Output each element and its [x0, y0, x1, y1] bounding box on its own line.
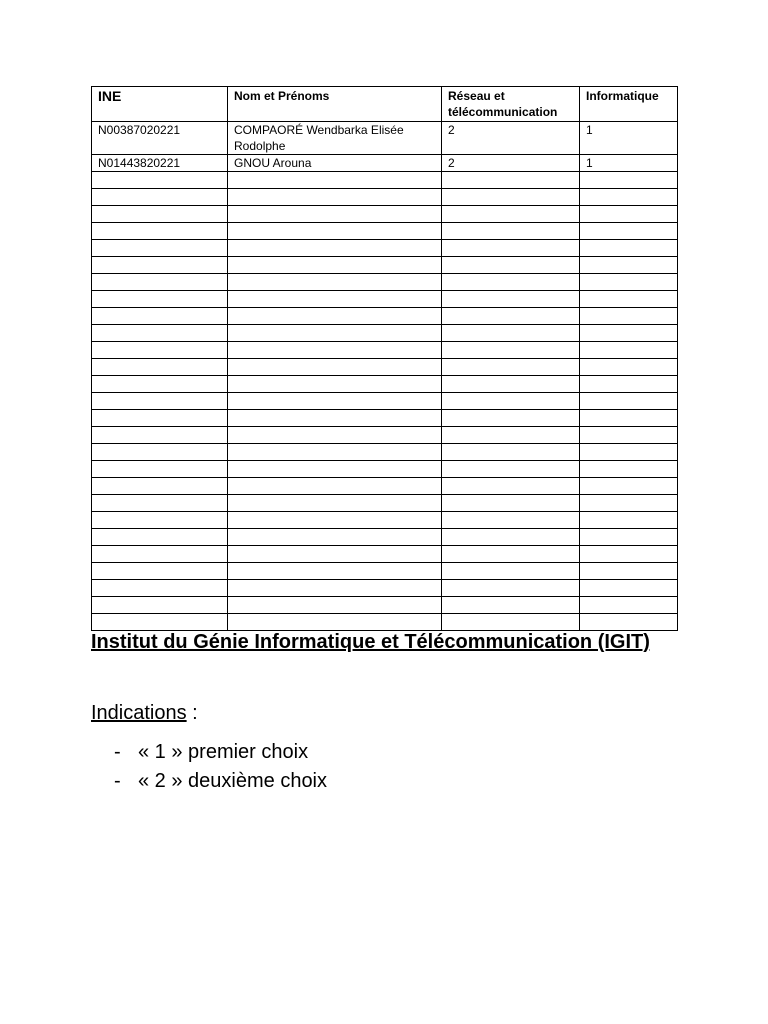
empty-cell [92, 325, 228, 342]
empty-cell [228, 257, 442, 274]
empty-cell [92, 512, 228, 529]
empty-cell [228, 495, 442, 512]
empty-cell [228, 172, 442, 189]
empty-cell [580, 172, 678, 189]
empty-cell [442, 172, 580, 189]
empty-cell [92, 240, 228, 257]
header-it: Informatique [580, 87, 678, 122]
indications-list [114, 738, 327, 796]
cell-ine: N00387020221 [92, 122, 228, 155]
empty-cell [92, 614, 228, 631]
empty-table-row [92, 189, 678, 206]
empty-table-row [92, 393, 678, 410]
empty-cell [228, 223, 442, 240]
empty-cell [442, 563, 580, 580]
empty-cell [580, 427, 678, 444]
empty-cell [442, 529, 580, 546]
empty-cell [442, 206, 580, 223]
empty-cell [580, 342, 678, 359]
empty-table-row [92, 223, 678, 240]
empty-table-row [92, 308, 678, 325]
empty-cell [580, 291, 678, 308]
empty-cell [442, 410, 580, 427]
empty-cell [92, 308, 228, 325]
header-network: Réseau et télécommunication [442, 87, 580, 122]
empty-cell [442, 478, 580, 495]
empty-cell [580, 274, 678, 291]
empty-cell [228, 206, 442, 223]
empty-cell [92, 444, 228, 461]
cell-name: GNOU Arouna [228, 155, 442, 172]
empty-cell [442, 580, 580, 597]
empty-cell [92, 172, 228, 189]
empty-cell [580, 478, 678, 495]
empty-cell [442, 512, 580, 529]
cell-name: COMPAORÉ Wendbarka Elisée Rodolphe [228, 122, 442, 155]
list-item [114, 738, 327, 767]
empty-cell [442, 257, 580, 274]
table-row [92, 155, 678, 172]
empty-cell [580, 359, 678, 376]
empty-cell [92, 359, 228, 376]
empty-cell [92, 597, 228, 614]
empty-cell [442, 325, 580, 342]
empty-cell [442, 223, 580, 240]
empty-cell [228, 461, 442, 478]
empty-table-row [92, 614, 678, 631]
empty-cell [580, 529, 678, 546]
empty-cell [92, 461, 228, 478]
empty-table-row [92, 325, 678, 342]
empty-cell [228, 291, 442, 308]
empty-cell [92, 257, 228, 274]
empty-table-row [92, 257, 678, 274]
empty-cell [580, 410, 678, 427]
empty-cell [228, 410, 442, 427]
empty-cell [92, 410, 228, 427]
empty-cell [442, 546, 580, 563]
empty-table-row [92, 359, 678, 376]
table-row [92, 122, 678, 155]
empty-cell [228, 325, 442, 342]
empty-table-row [92, 444, 678, 461]
empty-table-row [92, 342, 678, 359]
empty-cell [580, 240, 678, 257]
cell-it: 1 [580, 122, 678, 155]
empty-cell [228, 240, 442, 257]
empty-cell [580, 257, 678, 274]
empty-cell [92, 529, 228, 546]
empty-cell [92, 546, 228, 563]
empty-table-row [92, 597, 678, 614]
empty-cell [442, 597, 580, 614]
empty-cell [442, 427, 580, 444]
empty-cell [92, 393, 228, 410]
empty-cell [92, 376, 228, 393]
empty-table-row [92, 376, 678, 393]
empty-cell [442, 461, 580, 478]
dash-bullet: - [114, 741, 121, 763]
empty-cell [580, 597, 678, 614]
empty-cell [580, 223, 678, 240]
empty-cell [92, 427, 228, 444]
cell-ine: N01443820221 [92, 155, 228, 172]
choices-table [91, 86, 678, 631]
empty-table-row [92, 172, 678, 189]
empty-cell [92, 291, 228, 308]
empty-table-row [92, 495, 678, 512]
empty-cell [580, 563, 678, 580]
empty-cell [228, 342, 442, 359]
empty-cell [228, 580, 442, 597]
empty-cell [228, 274, 442, 291]
empty-table-row [92, 478, 678, 495]
empty-table-row [92, 291, 678, 308]
empty-cell [442, 495, 580, 512]
empty-table-row [92, 529, 678, 546]
empty-cell [228, 189, 442, 206]
empty-cell [580, 546, 678, 563]
empty-cell [228, 478, 442, 495]
empty-cell [228, 512, 442, 529]
empty-cell [580, 444, 678, 461]
empty-cell [92, 342, 228, 359]
empty-cell [442, 240, 580, 257]
empty-cell [580, 512, 678, 529]
empty-cell [442, 342, 580, 359]
empty-cell [92, 580, 228, 597]
empty-cell [92, 495, 228, 512]
table-header-row [92, 87, 678, 122]
empty-cell [228, 529, 442, 546]
indication-text: « 1 » premier choix [138, 741, 309, 763]
header-name: Nom et Prénoms [228, 87, 442, 122]
empty-cell [228, 427, 442, 444]
empty-cell [580, 206, 678, 223]
empty-cell [228, 393, 442, 410]
empty-table-row [92, 240, 678, 257]
empty-table-row [92, 580, 678, 597]
header-ine: INE [92, 87, 228, 122]
indications-label: Indications [91, 702, 187, 724]
empty-cell [228, 308, 442, 325]
cell-network: 2 [442, 155, 580, 172]
empty-cell [92, 274, 228, 291]
empty-cell [580, 614, 678, 631]
empty-cell [92, 189, 228, 206]
empty-cell [442, 393, 580, 410]
indications-colon: : [186, 702, 198, 724]
empty-cell [580, 393, 678, 410]
empty-cell [92, 478, 228, 495]
empty-cell [442, 189, 580, 206]
empty-cell [442, 308, 580, 325]
empty-table-row [92, 461, 678, 478]
empty-cell [92, 563, 228, 580]
empty-table-row [92, 512, 678, 529]
empty-cell [580, 189, 678, 206]
empty-table-row [92, 546, 678, 563]
empty-cell [92, 206, 228, 223]
empty-table-row [92, 427, 678, 444]
empty-cell [580, 376, 678, 393]
empty-cell [442, 614, 580, 631]
empty-cell [580, 308, 678, 325]
empty-cell [442, 359, 580, 376]
cell-network: 2 [442, 122, 580, 155]
institute-title: Institut du Génie Informatique et Télécommunication (IGIT) [91, 631, 650, 653]
indications-heading [91, 701, 198, 725]
empty-table-row [92, 410, 678, 427]
empty-cell [228, 376, 442, 393]
empty-cell [228, 614, 442, 631]
empty-cell [92, 223, 228, 240]
empty-cell [442, 376, 580, 393]
empty-cell [580, 325, 678, 342]
indication-text: « 2 » deuxième choix [138, 770, 328, 792]
empty-cell [228, 444, 442, 461]
empty-cell [228, 359, 442, 376]
empty-cell [442, 444, 580, 461]
empty-cell [228, 546, 442, 563]
cell-it: 1 [580, 155, 678, 172]
empty-table-row [92, 274, 678, 291]
empty-cell [580, 495, 678, 512]
empty-cell [228, 563, 442, 580]
empty-cell [580, 580, 678, 597]
empty-cell [442, 291, 580, 308]
empty-table-row [92, 206, 678, 223]
empty-cell [442, 274, 580, 291]
dash-bullet: - [114, 770, 121, 792]
empty-cell [580, 461, 678, 478]
list-item [114, 767, 327, 796]
empty-cell [228, 597, 442, 614]
empty-table-row [92, 563, 678, 580]
